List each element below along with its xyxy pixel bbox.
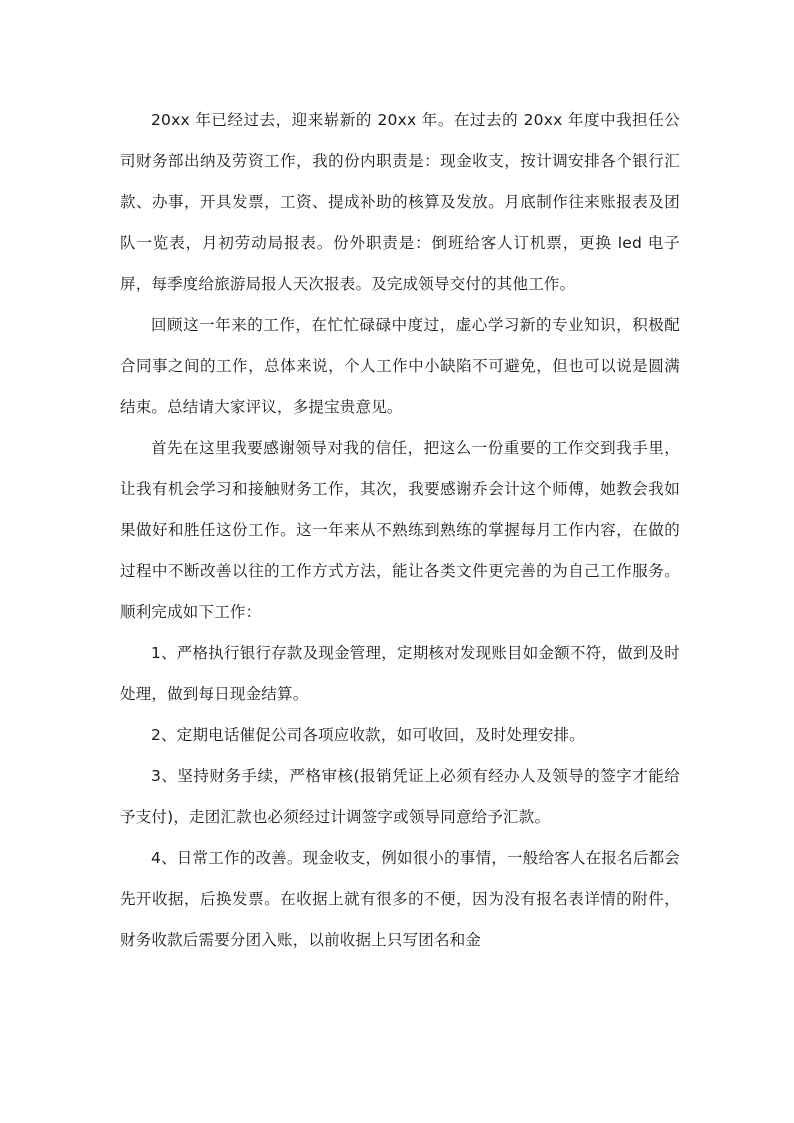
paragraph-thanks: 首先在这里我要感谢领导对我的信任，把这么一份重要的工作交到我手里，让我有机会学习和接触财务工作，其次，我要感谢乔会计这个师傅，她教会我如果做好和胜任这份工作。这一年来从不熟练到熟练的掌握每月工作内容，在做的过程中不断改善以往的工作方式方法，能让各类文件更完善的为自己工作服务。顺利完成如下工作： bbox=[120, 439, 680, 621]
paragraph-item-1: 1、严格执行银行存款及现金管理，定期核对发现账目如金额不符，做到及时处理，做到每日现金结算。 bbox=[120, 644, 680, 703]
document-body bbox=[120, 100, 680, 961]
paragraph-item-3: 3、坚持财务手续，严格审核(报销凭证上必须有经办人及领导的签字才能给予支付)，走团汇款也必须经过计调签字或领导同意给予汇款。 bbox=[120, 767, 680, 826]
paragraph-item-4: 4、日常工作的改善。现金收支，例如很小的事情，一般给客人在报名后都会先开收据，后换发票。在收据上就有很多的不便，因为没有报名表详情的附件，财务收款后需要分团入账，以前收据上只写团名和金 bbox=[120, 849, 680, 949]
paragraph-review: 回顾这一年来的工作，在忙忙碌碌中度过，虚心学习新的专业知识，积极配合同事之间的工作，总体来说，个人工作中小缺陷不可避免，但也可以说是圆满结束。总结请大家评议，多提宝贵意见。 bbox=[120, 316, 680, 416]
paragraph-item-2: 2、定期电话催促公司各项应收款，如可收回，及时处理安排。 bbox=[151, 726, 585, 744]
paragraph-intro: 20xx 年已经过去，迎来崭新的 20xx 年。在过去的 20xx 年度中我担任公司财务部出纳及劳资工作，我的份内职责是：现金收支，按计调安排各个银行汇款、办事，开具发票，工资、提成补助的核算及发放。月底制作往来账报表及团队一览表，月初劳动局报表。份外职责是：倒班给客人订机票，更换 led 电子屏，每季度给旅游局报人天次报表。及完成领导交付的其他工作。 bbox=[120, 111, 680, 293]
